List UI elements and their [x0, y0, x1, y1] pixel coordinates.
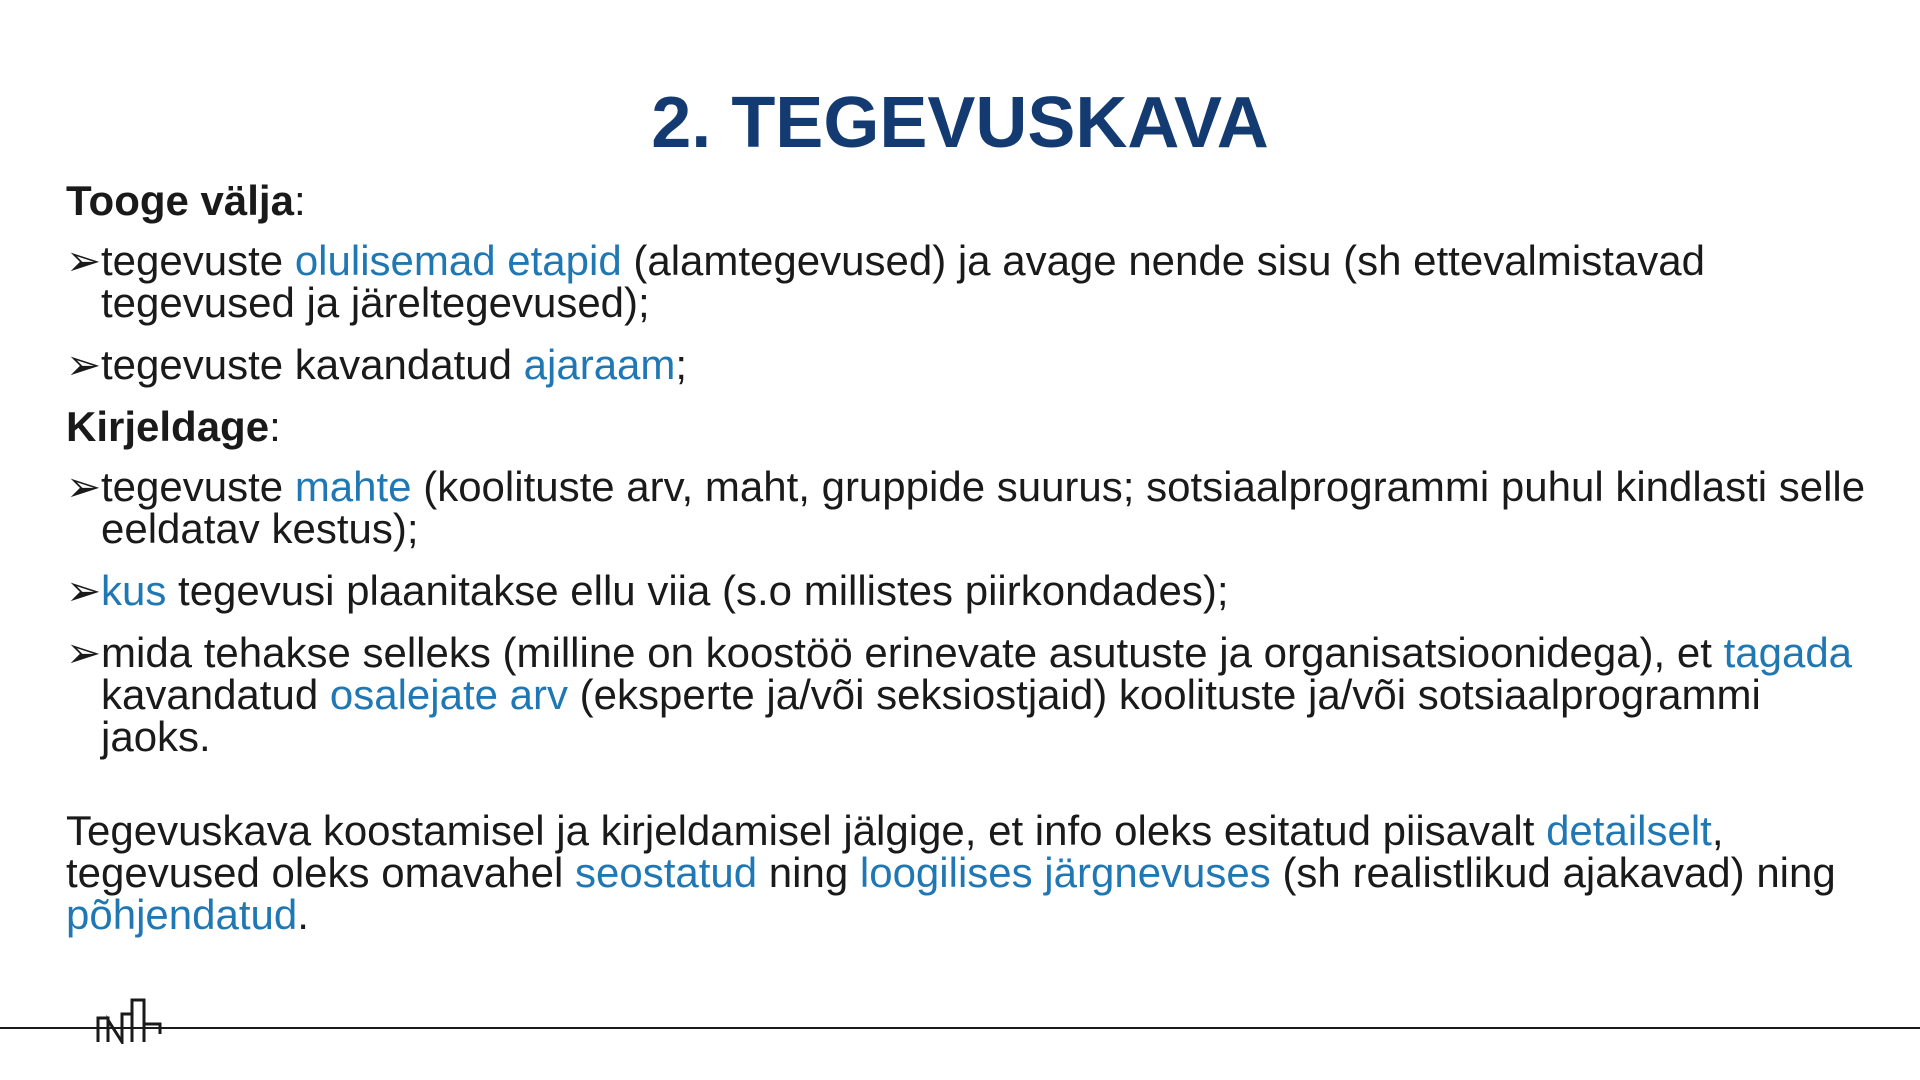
spacer	[66, 778, 1876, 810]
bullet-item	[66, 237, 1876, 326]
text-run: ning	[757, 849, 860, 896]
arrow-bullet-icon: ➢	[66, 567, 102, 614]
text-run: tegevuste	[101, 463, 295, 510]
bullet-item	[66, 341, 1876, 388]
heading-text: Kirjeldage	[66, 403, 270, 450]
highlighted-phrase: detailselt	[1546, 807, 1712, 854]
text-run: tegevusi plaanitakse ellu viia (s.o millistes piirkondades);	[166, 567, 1229, 614]
text-run: tegevuste kavandatud	[101, 341, 524, 388]
highlighted-phrase: põhjendatud	[66, 891, 298, 938]
footer-divider	[0, 1027, 1920, 1029]
arrow-bullet-icon: ➢	[66, 237, 102, 284]
heading-text: Tooge välja	[66, 177, 294, 224]
text-run: (eksperte ja/või seksiostjaid) koolituste ja/või sotsiaalprogrammi jaoks.	[101, 671, 1761, 760]
text-run: (alamtegevused) ja avage nende sisu (sh ettevalmistavad tegevused ja järeltegevused);	[101, 237, 1705, 326]
heading-colon: :	[293, 177, 306, 224]
highlighted-phrase: kus	[101, 567, 167, 614]
text-run: mida tehakse selleks (milline on koostöö erinevate asutuste ja organisatsioonidega), et	[101, 629, 1724, 676]
closing-paragraph	[66, 807, 1876, 938]
bullet-list-kirjeldage	[66, 463, 1876, 760]
text-run: (sh realistlikud ajakavad) ning	[1270, 849, 1836, 896]
bullet-list-tooge-valja	[66, 237, 1876, 388]
arrow-bullet-icon: ➢	[66, 341, 102, 388]
heading-kirjeldage	[66, 403, 1876, 450]
text-run: .	[297, 891, 309, 938]
text-run: Tegevuskava koostamisel ja kirjeldamisel jälgige, et info oleks esitatud piisavalt	[66, 807, 1547, 854]
arrow-bullet-icon: ➢	[66, 463, 102, 510]
text-run: tegevuste	[101, 237, 295, 284]
highlighted-phrase: mahte	[294, 463, 412, 510]
highlighted-phrase: ajaraam	[523, 341, 676, 388]
text-run: kavandatud	[101, 671, 330, 718]
heading-colon: :	[269, 403, 281, 450]
arrow-bullet-icon: ➢	[66, 629, 102, 676]
highlighted-phrase: olulisemad etapid	[294, 237, 622, 284]
text-run: ;	[675, 341, 688, 388]
building-skyline-logo-icon	[96, 990, 164, 1044]
highlighted-phrase: tagada	[1723, 629, 1853, 676]
highlighted-phrase: loogilises järgnevuses	[859, 849, 1271, 896]
bullet-item	[66, 629, 1876, 760]
highlighted-phrase: seostatud	[574, 849, 758, 896]
bullet-item	[66, 567, 1876, 614]
heading-tooge-valja	[66, 177, 1876, 224]
text-run: (koolituste arv, maht, gruppide suurus; sotsiaalprogrammi puhul kindlasti selle eeldatav kestus);	[101, 463, 1866, 552]
text-run: , tegevused oleks omavahel	[66, 807, 1724, 896]
page-title: 2. TEGEVUSKAVA	[651, 83, 1269, 163]
bullet-item	[66, 463, 1876, 552]
highlighted-phrase: osalejate arv	[329, 671, 568, 718]
slide-content	[66, 177, 1876, 938]
